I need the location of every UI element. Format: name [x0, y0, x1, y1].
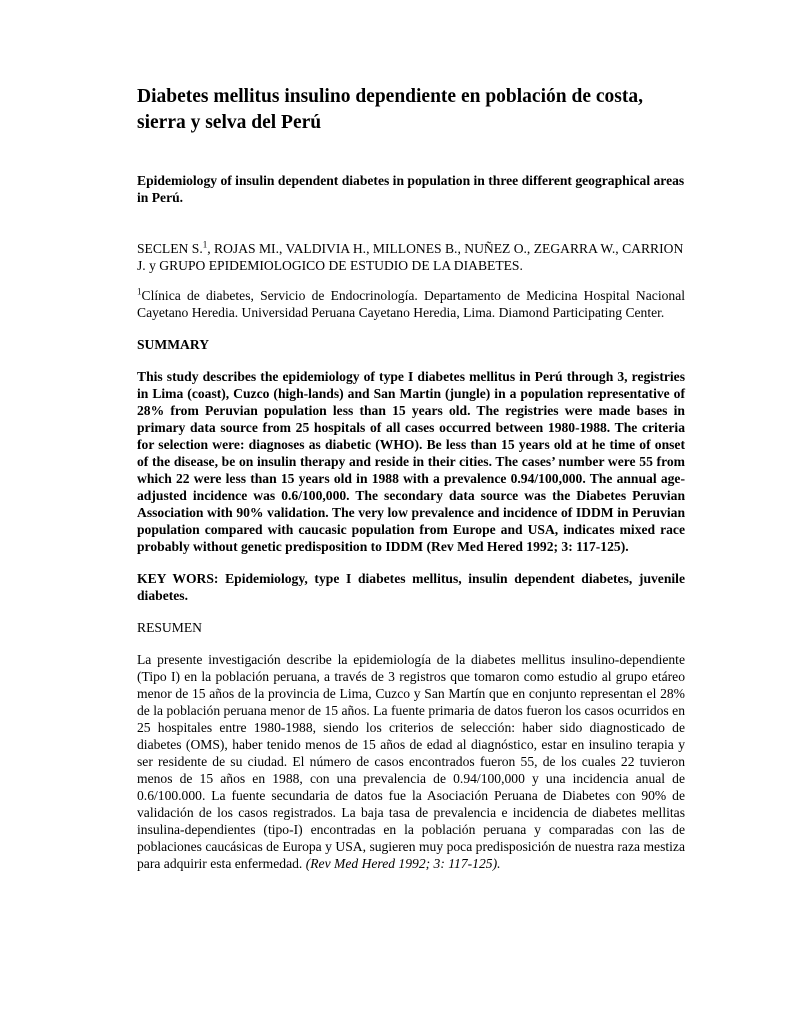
paper-title: Diabetes mellitus insulino dependiente en población de costa, sierra y selva del Perú: [137, 86, 643, 133]
other-authors: , ROJAS MI., VALDIVIA H., MILLONES B., NUÑEZ O., ZEGARRA W., CARRION J. y GRUPO EPIDEMIOLOGICO DE ESTUDIO DE LA DIABETES.: [137, 241, 684, 273]
resumen-text: La presente investigación describe la epidemiología de la diabetes mellitus insulino-dependiente (Tipo I) en la población peruana, a través de 3 registros que tomaron como estudio al grupo etáreo menor de 15 años de la provincia de Lima, Cuzco y San Martín que en conjunto representan el 28% de la población peruana menor de 15 años. La fuente primaria de datos fueron los casos ocurridos en 25 hospitales entre 1980-1988, siendo los criterios de selección: haber sido diagnosticado de diabetes (OMS), haber tenido menos de 15 años de edad al diagnóstico, estar en insulino terapia y ser residente de su ciudad. El número de casos encontrados fueron 55, de los cuales 22 tuvieron menos de 15 años en 1988, con una prevalencia de 0.94/100,000 y una incidencia anual de 0.6/100.000. La fuente secundaria de datos fue la Asociación Peruana de Diabetes con 90% de validación de los casos registrados. La baja tasa de prevalencia e incidencia de diabetes mellitas insulina-dependientes (tipo-I) encontradas en la población peruana y comparadas con las de poblaciones caucásicas de Europa y USA, sugieren muy poca predisposición de nuestra raza mestiza para adquirir esta enfermedad.: [137, 652, 685, 871]
paper-page: [137, 84, 685, 872]
first-author: SECLEN S.: [137, 241, 203, 256]
summary-text: This study describes the epidemiology of type I diabetes mellitus in Perú through 3, registries in Lima (coast), Cuzco (high-lands) and San Martin (jungle) in a population representative of 28% from Peruvian population less than 15 years old. The registries were made bases in primary data source from 25 hospitals of all cases occurred between 1980-1988. The criteria for selection were: diagnoses as diabetic (WHO). Be less than 15 years old at he time of onset of the disease, be on insulin therapy and reside in their cities. The cases’ number were 55 from which 22 were less than 15 years old in 1988 with a prevalence 0.94/100,000. The annual age-adjusted incidence was 0.6/100,000. The secondary data source was the Diabetes Peruvian Association with 90% validation. The very low prevalence and incidence of IDDM in Peruvian population compared with caucasic population from Europe and USA, indicates mixed race probably without genetic predisposition to IDDM (Rev Med Hered 1992; 3: 117-125).: [137, 369, 685, 554]
resumen-citation: (Rev Med Hered 1992; 3: 117-125).: [305, 856, 501, 871]
affiliation: [137, 287, 685, 321]
affiliation-mark: 1: [137, 286, 142, 297]
paper-subtitle: Epidemiology of insulin dependent diabetes in population in three different geographical areas in Perú.: [137, 173, 685, 205]
summary-heading: SUMMARY: [137, 337, 210, 352]
author-list: [137, 240, 685, 274]
resumen-heading: RESUMEN: [137, 620, 202, 635]
affiliation-text: Clínica de diabetes, Servicio de Endocrinología. Departamento de Medicina Hospital Nacional Cayetano Heredia. Universidad Peruana Cayetano Heredia, Lima. Diamond Participating Center.: [137, 288, 685, 320]
first-author-affiliation-mark: 1: [202, 239, 208, 250]
keywords: KEY WORS: Epidemiology, type I diabetes mellitus, insulin dependent diabetes, juvenile diabetes.: [137, 571, 685, 603]
resumen-body: [137, 651, 685, 872]
